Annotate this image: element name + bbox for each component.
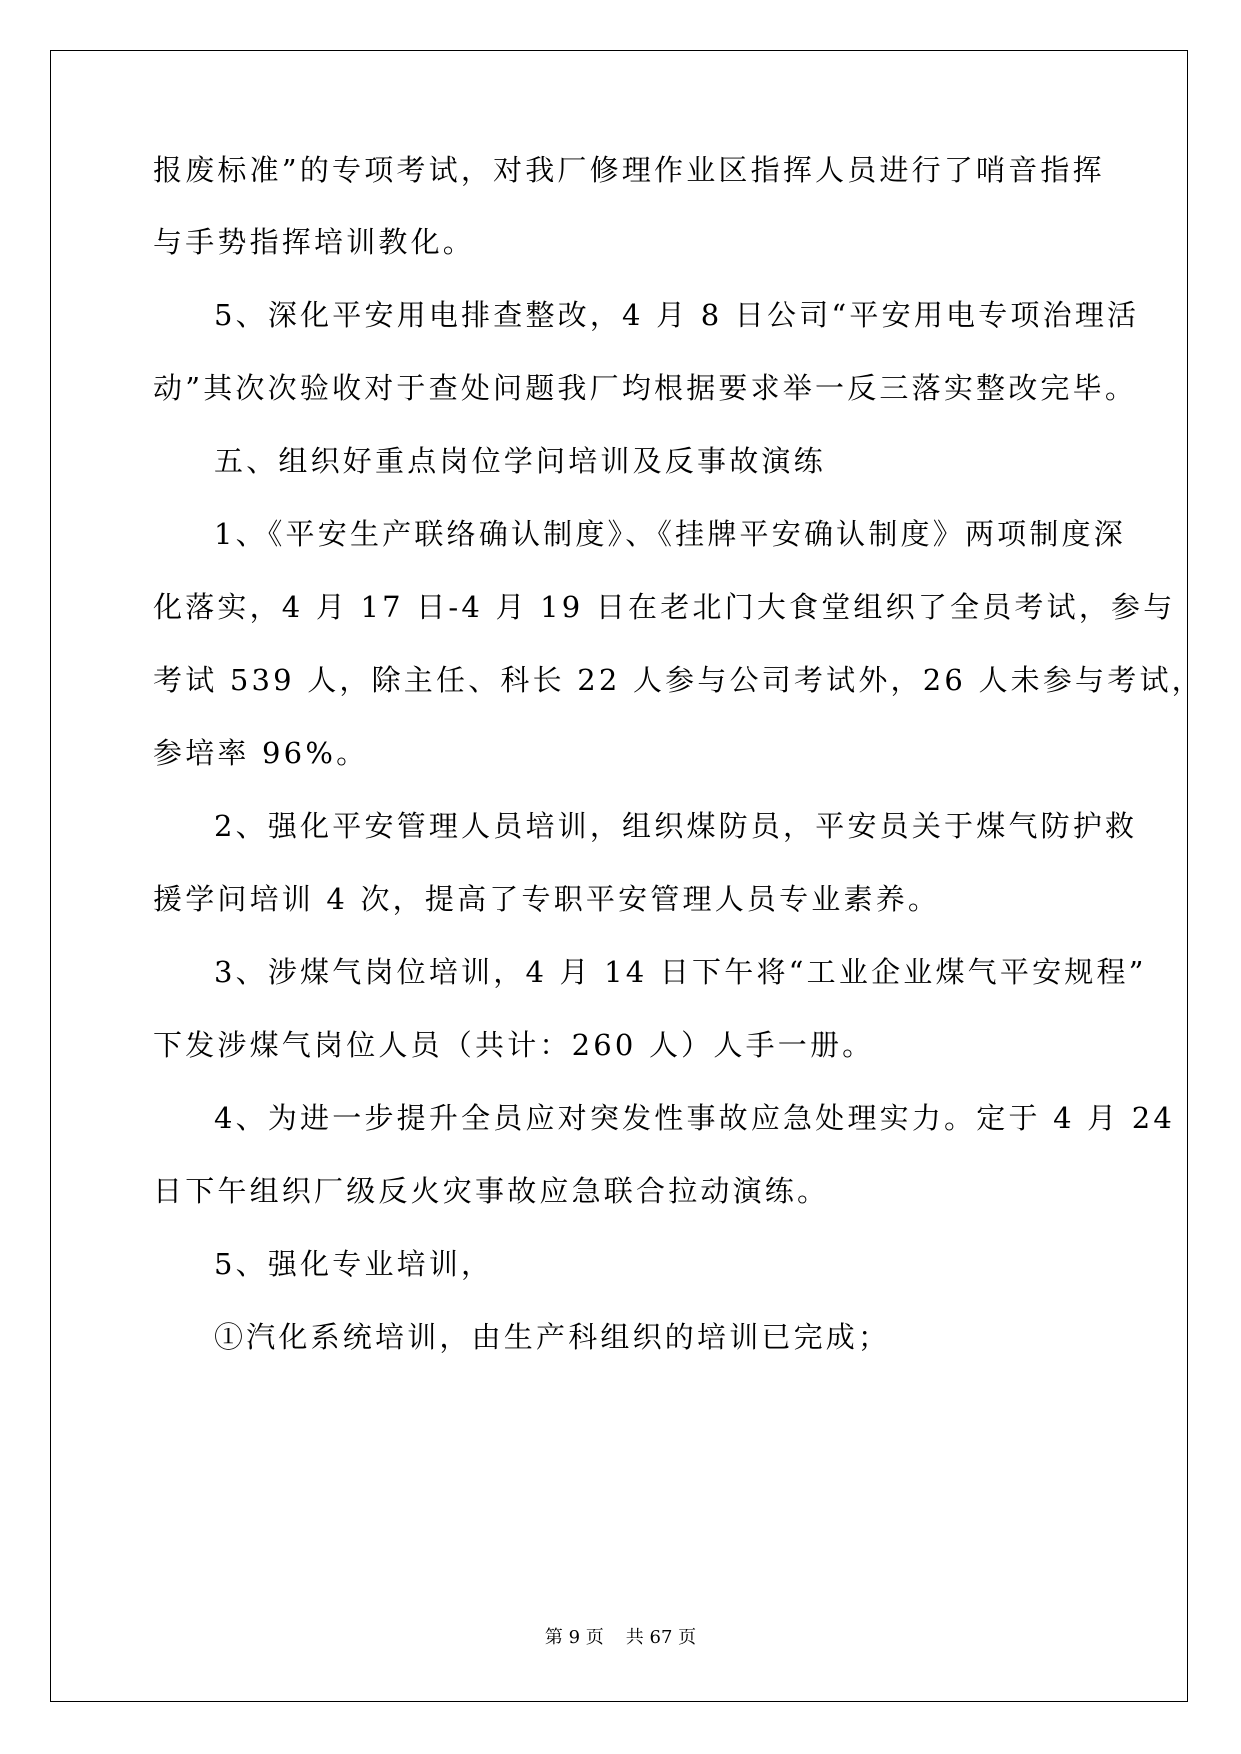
body-line: 5、强化专业培训， <box>214 1247 494 1281</box>
body-line: 4、为进一步提升全员应对突发性事故应急处理实力。定于 4 月 24 <box>214 1101 1176 1135</box>
page-total: 共 67 页 <box>625 1627 697 1648</box>
body-line: 化落实，4 月 17 日-4 月 19 日在老北门大食堂组织了全员考试，参与 <box>153 590 1176 624</box>
body-line: 动”其次次验收对于查处问题我厂均根据要求举一反三落实整改完毕。 <box>153 371 1138 405</box>
body-line: 援学问培训 4 次，提高了专职平安管理人员专业素养。 <box>153 882 941 916</box>
body-line: 与手势指挥培训教化。 <box>153 225 476 259</box>
body-line: 1、《平安生产联络确认制度》、《挂牌平安确认制度》两项制度深 <box>214 517 1126 551</box>
section-heading: 五、组织好重点岗位学问培训及反事故演练 <box>214 444 826 478</box>
body-line: 2、强化平安管理人员培训，组织煤防员，平安员关于煤气防护救 <box>214 809 1138 843</box>
body-line: 3、涉煤气岗位培训，4 月 14 日下午将“工业企业煤气平安规程” <box>214 955 1147 989</box>
page-footer <box>0 1627 1241 1649</box>
body-line: 报废标准”的专项考试，对我厂修理作业区指挥人员进行了哨音指挥 <box>153 153 1105 187</box>
body-line: 考试 539 人，除主任、科长 22 人参与公司考试外，26 人未参与考试， <box>153 663 1204 697</box>
page-number: 第 9 页 <box>544 1627 604 1648</box>
body-line: 5、深化平安用电排查整改，4 月 8 日公司“平安用电专项治理活 <box>214 298 1140 332</box>
body-line: 日下午组织厂级反火灾事故应急联合拉动演练。 <box>153 1174 830 1208</box>
body-line: 参培率 96%。 <box>153 736 369 770</box>
body-line: ①汽化系统培训，由生产科组织的培训已完成； <box>214 1320 891 1354</box>
body-line: 下发涉煤气岗位人员（共计：260 人）人手一册。 <box>153 1028 875 1062</box>
